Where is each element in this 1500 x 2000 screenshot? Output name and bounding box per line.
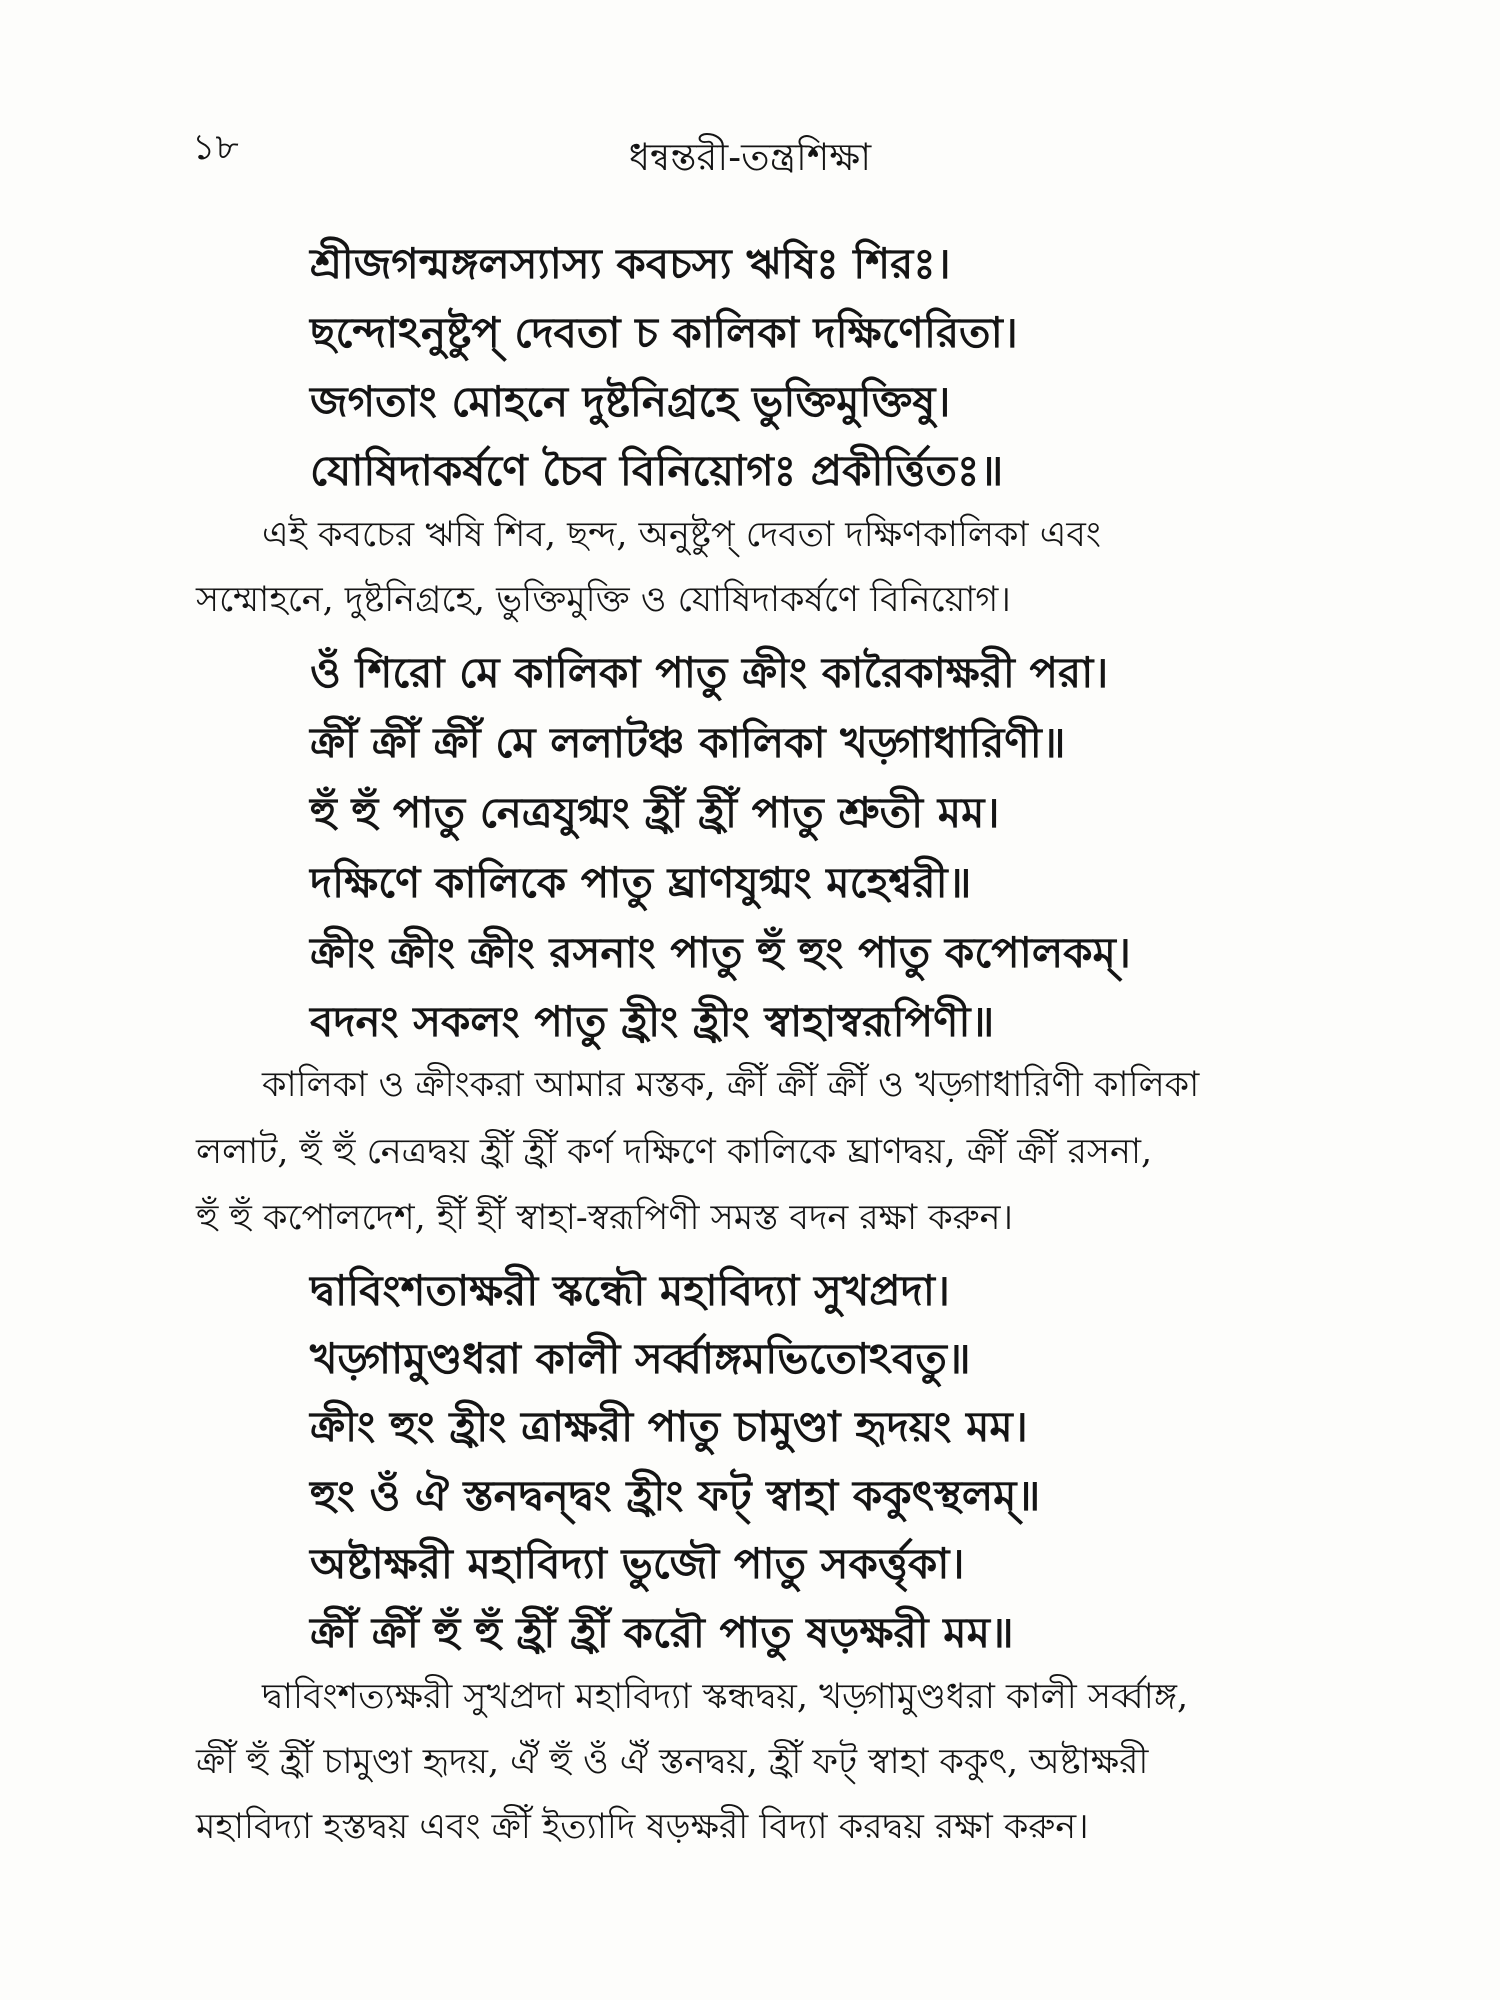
prose-line: হুঁ হুঁ কপোলদেশ, হীঁ হীঁ স্বাহা-স্বরূপিণী সমস্ত বদন রক্ষা করুন। (196, 1198, 1013, 1238)
verse-line: খড়্গামুণ্ডধরা কালী সর্ব্বাঙ্গমভিতোঽবতু॥ (310, 1334, 971, 1383)
verse-line: ক্রীঁ ক্রীঁ ক্রীঁ মে ললাটঞ্চ কালিকা খড়্গাধারিণী॥ (310, 718, 1066, 767)
verse-line: শ্রীজগন্মঙ্গলস্যাস্য কবচস্য ঋষিঃ শিরঃ। (310, 239, 951, 288)
prose-line: এই কবচের ঋষি শিব, ছন্দ, অনুষ্টুপ্ দেবতা দক্ষিণকালিকা এবং (262, 515, 1101, 555)
running-title: ধন্বন্তরী-তন্ত্রশিক্ষা (628, 135, 872, 179)
verse-line: ছন্দোঽনুষ্টুপ্ দেবতা চ কালিকা দক্ষিণেরিতা। (310, 308, 1018, 357)
verse-line: জগতাং মোহনে দুষ্টনিগ্রহে ভুক্তিমুক্তিষু। (310, 377, 951, 426)
prose-line: ললাট, হুঁ হুঁ নেত্রদ্বয় হ্রীঁ হ্রীঁ কর্ণ দক্ষিণে কালিকে ঘ্রাণদ্বয়, ক্রীঁ ক্রীঁ রসনা, (196, 1132, 1153, 1172)
verse-line: ক্রীং হুং হ্রীং ত্রাক্ষরী পাতু চামুণ্ডা হৃদয়ং মম। (310, 1402, 1028, 1451)
verse-line: ক্রীঁ ক্রীঁ হুঁ হুঁ হ্রীঁ হ্রীঁ করৌ পাতু ষড়ক্ষরী মম॥ (310, 1608, 1014, 1657)
verse-line: যোষিদাকর্ষণে চৈব বিনিয়োগঃ প্রকীর্ত্তিতঃ॥ (310, 446, 1004, 495)
prose-line: মহাবিদ্যা হস্তদ্বয় এবং ক্রীঁ ইত্যাদি ষড়ক্ষরী বিদ্যা করদ্বয় রক্ষা করুন। (196, 1807, 1089, 1847)
verse-line: ক্রীং ক্রীং ক্রীং রসনাং পাতু হুঁ হুং পাতু কপোলকম্। (310, 928, 1131, 977)
page-number: ১৮ (192, 127, 239, 168)
verse-line: ওঁ শিরো মে কালিকা পাতু ক্রীং কারৈকাক্ষরী পরা। (310, 648, 1109, 697)
prose-line: ক্রীঁ হুঁ হ্রীঁ চামুণ্ডা হৃদয়, ঐঁ হুঁ ওঁ ঐঁ স্তনদ্বয়, হ্রীঁ ফট্ স্বাহা ককুৎ, অষ্টাক্ষরী (196, 1742, 1149, 1782)
prose-line: কালিকা ও ক্রীংকরা আমার মস্তক, ক্রীঁ ক্রীঁ ক্রীঁ ও খড়্গাধারিণী কালিকা (262, 1065, 1200, 1105)
prose-line: দ্বাবিংশত্যক্ষরী সুখপ্রদা মহাবিদ্যা স্কন্ধদ্বয়, খড়্গামুণ্ডধরা কালী সর্ব্বাঙ্গ, (262, 1677, 1189, 1717)
verse-line: দ্বাবিংশতাক্ষরী স্কন্ধৌ মহাবিদ্যা সুখপ্রদা। (310, 1266, 950, 1315)
prose-line: সম্মোহনে, দুষ্টনিগ্রহে, ভুক্তিমুক্তি ও যোষিদাকর্ষণে বিনিয়োগ। (196, 580, 1011, 620)
verse-line: অষ্টাক্ষরী মহাবিদ্যা ভুজৌ পাতু সকর্ত্তৃকা। (310, 1539, 965, 1588)
verse-line: হুঁ হুঁ পাতু নেত্রযুগ্মং হ্রীঁ হ্রীঁ পাতু শ্রুতী মম। (310, 788, 1000, 837)
verse-line: বদনং সকলং পাতু হ্রীং হ্রীং স্বাহাস্বরূপিণী॥ (310, 997, 995, 1046)
verse-line: হুং ওঁ ঐ স্তনদ্বন্দ্বং হ্রীং ফট্ স্বাহা ককুৎস্থলম্॥ (310, 1471, 1041, 1520)
verse-line: দক্ষিণে কালিকে পাতু ঘ্রাণযুগ্মং মহেশ্বরী॥ (310, 858, 972, 907)
